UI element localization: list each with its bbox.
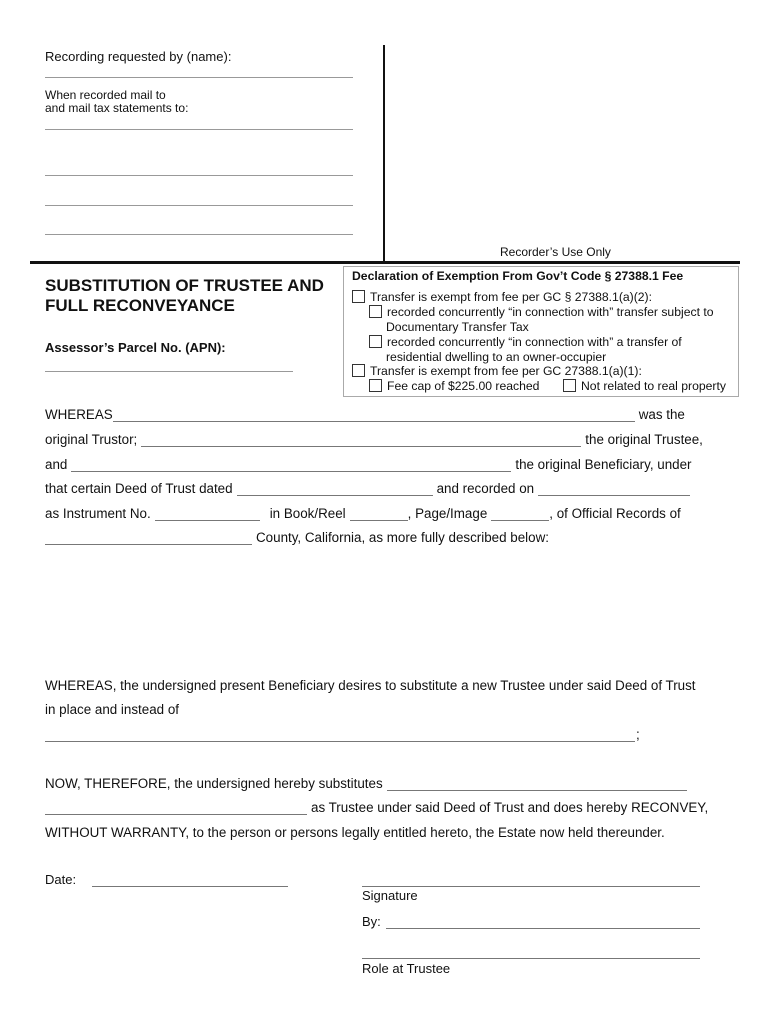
original-beneficiary-text: the original Beneficiary, under: [515, 457, 692, 472]
recorded-on-text: and recorded on: [436, 481, 535, 496]
now-therefore-text: NOW, THEREFORE, the undersigned hereby substitutes: [45, 776, 383, 791]
original-beneficiary-field[interactable]: [71, 457, 511, 472]
recorders-use-label: Recorder’s Use Only: [500, 245, 611, 259]
checkbox-not-real-property[interactable]: [563, 379, 576, 392]
date-field[interactable]: [92, 886, 288, 887]
by-field[interactable]: [386, 928, 700, 929]
mail-to-field-4[interactable]: [45, 234, 353, 235]
original-trustee-field[interactable]: [141, 432, 581, 447]
mail-to-field-3[interactable]: [45, 205, 353, 206]
fee-cap-label: Fee cap of $225.00 reached: [387, 379, 540, 393]
exempt-a2-label: Transfer is exempt from fee per GC § 27388.1(a)(2):: [370, 290, 653, 304]
new-trustee-field-2[interactable]: [45, 800, 307, 815]
deed-dated-text: that certain Deed of Trust dated: [45, 481, 233, 496]
page-image-field[interactable]: [491, 506, 549, 521]
p2-line-1: WHEREAS, the undersigned present Beneficiary desires to substitute a new Trustee under said Deed of Trust: [45, 678, 696, 693]
was-the-text: was the: [638, 407, 685, 422]
checkbox-concurrent-transfer-tax[interactable]: [369, 305, 382, 318]
signature-label: Signature: [362, 888, 418, 903]
role-label: Role at Trustee: [362, 961, 451, 976]
body-line-6: [45, 527, 549, 545]
signature-field[interactable]: [362, 886, 700, 887]
by-label: By:: [362, 914, 381, 929]
document-title-line2: FULL RECONVEYANCE: [45, 296, 235, 315]
p3-line-3: WITHOUT WARRANTY, to the person or persons legally entitled hereto, the Estate now held thereunder.: [45, 825, 665, 840]
checkbox-fee-cap[interactable]: [369, 379, 382, 392]
not-real-property-label: Not related to real property: [581, 379, 726, 393]
mail-to-label-2: and mail tax statements to:: [45, 101, 189, 115]
p2-line-2: in place and instead of: [45, 702, 180, 717]
county-text: County, California, as more fully described below:: [256, 530, 549, 545]
exemption-box: [343, 266, 739, 397]
role-field[interactable]: [362, 958, 700, 959]
concurrent-transfer-tax-label: recorded concurrently “in connection with” transfer subject to: [387, 305, 714, 319]
concurrent-transfer-tax-label-2: Documentary Transfer Tax: [386, 320, 529, 334]
checkbox-exempt-a2[interactable]: [352, 290, 365, 303]
as-trustee-text: as Trustee under said Deed of Trust and does hereby RECONVEY,: [311, 800, 709, 815]
official-records-text: , of Official Records of: [549, 506, 681, 521]
mail-to-field-2[interactable]: [45, 175, 353, 176]
concurrent-owner-occupier-label: recorded concurrently “in connection with” a transfer of: [387, 335, 682, 349]
mail-to-label-1: When recorded mail to: [45, 88, 166, 102]
apn-field[interactable]: [45, 371, 293, 372]
prior-trustee-field[interactable]: [45, 727, 635, 742]
body-line-4: [45, 478, 694, 496]
header-divider: [30, 261, 740, 264]
p3-line-1: [45, 773, 691, 791]
trustor-field[interactable]: [113, 407, 635, 422]
apn-label: Assessor’s Parcel No. (APN):: [45, 340, 226, 355]
semicolon-text: ;: [636, 727, 640, 742]
instrument-no-field[interactable]: [155, 506, 260, 521]
checkbox-concurrent-owner-occupier[interactable]: [369, 335, 382, 348]
recording-requested-label: Recording requested by (name):: [45, 49, 232, 64]
recorded-on-field[interactable]: [538, 481, 690, 496]
book-reel-field[interactable]: [350, 506, 408, 521]
original-trustor-text: original Trustor;: [45, 432, 138, 447]
whereas-text: WHEREAS: [45, 407, 113, 422]
body-line-3: [45, 454, 692, 472]
page-image-text: , Page/Image: [407, 506, 488, 521]
exempt-a1-label: Transfer is exempt from fee per GC 27388.1(a)(1):: [370, 364, 642, 378]
county-field[interactable]: [45, 530, 252, 545]
body-line-5: [45, 503, 681, 521]
checkbox-exempt-a1[interactable]: [352, 364, 365, 377]
original-trustee-text: the original Trustee,: [585, 432, 703, 447]
body-line-2: [45, 429, 703, 447]
book-reel-text: in Book/Reel: [269, 506, 346, 521]
date-label: Date:: [45, 872, 77, 887]
exemption-heading: Declaration of Exemption From Gov’t Code § 27388.1 Fee: [352, 269, 684, 283]
new-trustee-field[interactable]: [387, 776, 687, 791]
and-text: and: [45, 457, 68, 472]
recorder-divider-vertical: [383, 45, 385, 262]
deed-date-field[interactable]: [237, 481, 433, 496]
body-line-1: [45, 404, 685, 422]
mail-to-field-1[interactable]: [45, 129, 353, 130]
instrument-no-text: as Instrument No.: [45, 506, 151, 521]
p2-line-3: [45, 724, 640, 742]
recording-requested-field[interactable]: [45, 77, 353, 78]
document-title-line1: SUBSTITUTION OF TRUSTEE AND: [45, 276, 324, 295]
concurrent-owner-occupier-label-2: residential dwelling to an owner-occupier: [386, 350, 607, 364]
p3-line-2: [45, 797, 708, 815]
